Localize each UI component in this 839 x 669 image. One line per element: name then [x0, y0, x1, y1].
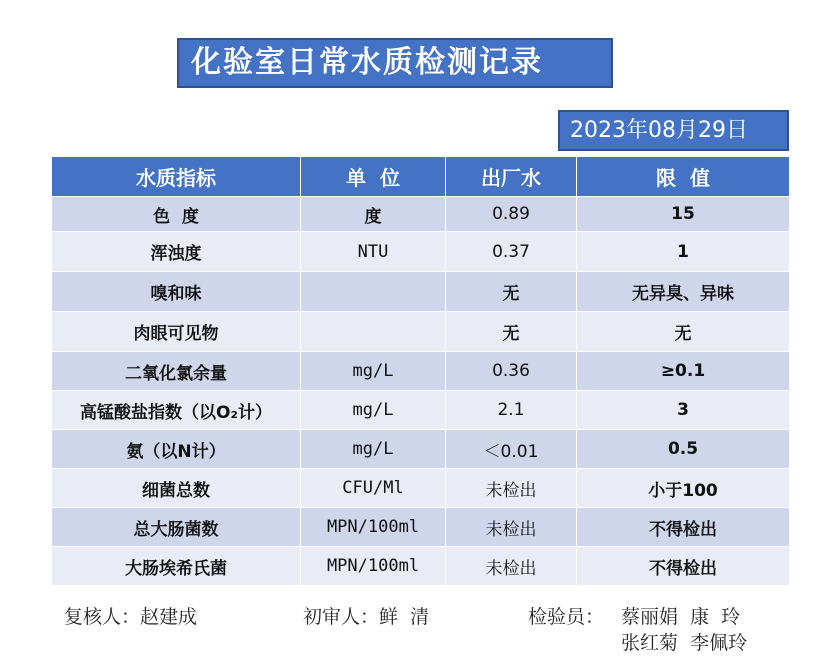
table-row [52, 430, 790, 469]
header-indicator: 水质指标 [52, 157, 301, 197]
unit-cell: MPN/100ml [301, 547, 446, 586]
indicator-cell: 嗅和味 [52, 272, 301, 312]
unit-cell: mg/L [301, 430, 446, 469]
indicator-cell: 浑浊度 [52, 232, 301, 272]
reviewer-signature: 复核人：赵建成 [64, 606, 198, 628]
unit-cell: mg/L [301, 352, 446, 391]
inspector-label: 检验员： [528, 606, 605, 628]
value-cell: 0.37 [446, 232, 577, 272]
indicator-cell: 总大肠菌数 [52, 508, 301, 547]
value-cell: 0.36 [446, 352, 577, 391]
value-cell: ＜0.01 [446, 430, 577, 469]
indicator-cell: 二氧化氯余量 [52, 352, 301, 391]
table-row [52, 547, 790, 586]
limit-cell: 无 [577, 312, 790, 352]
indicator-cell: 大肠埃希氏菌 [52, 547, 301, 586]
limit-cell: 小于100 [577, 469, 790, 508]
unit-cell: CFU/Ml [301, 469, 446, 508]
indicator-cell: 高锰酸盐指数（以O₂计） [52, 391, 301, 430]
limit-cell: 不得检出 [577, 547, 790, 586]
unit-cell: 度 [301, 197, 446, 232]
value-cell: 0.89 [446, 197, 577, 232]
first-review-signature: 初审人：鲜 清 [303, 606, 430, 628]
inspector-names-line2: 张红菊 李佩玲 [621, 632, 748, 654]
header-unit: 单 位 [301, 157, 446, 197]
indicator-cell: 细菌总数 [52, 469, 301, 508]
table-row [52, 352, 790, 391]
limit-cell: 不得检出 [577, 508, 790, 547]
table-row [52, 508, 790, 547]
indicator-cell: 氨（以N计） [52, 430, 301, 469]
header-limit: 限 值 [577, 157, 790, 197]
header-factory-water: 出厂水 [446, 157, 577, 197]
table-row [52, 469, 790, 508]
value-cell: 无 [446, 312, 577, 352]
unit-cell: mg/L [301, 391, 446, 430]
inspector-names [621, 604, 747, 656]
record-date: 2023年08月29日 [558, 110, 789, 151]
table-row [52, 232, 790, 272]
limit-cell: 无异臭、异味 [577, 272, 790, 312]
limit-cell: 15 [577, 197, 790, 232]
table-row [52, 272, 790, 312]
unit-cell [301, 272, 446, 312]
limit-cell: 0.5 [577, 430, 790, 469]
page-title: 化验室日常水质检测记录 [177, 38, 613, 88]
unit-cell: NTU [301, 232, 446, 272]
value-cell: 2.1 [446, 391, 577, 430]
table-row [52, 391, 790, 430]
table-row [52, 197, 790, 232]
water-quality-table [51, 156, 790, 586]
value-cell: 无 [446, 272, 577, 312]
indicator-cell: 色 度 [52, 197, 301, 232]
value-cell: 未检出 [446, 508, 577, 547]
indicator-cell: 肉眼可见物 [52, 312, 301, 352]
unit-cell [301, 312, 446, 352]
table-row [52, 312, 790, 352]
value-cell: 未检出 [446, 547, 577, 586]
value-cell: 未检出 [446, 469, 577, 508]
unit-cell: MPN/100ml [301, 508, 446, 547]
limit-cell: 1 [577, 232, 790, 272]
inspector-names-line1: 蔡丽娟 康 玲 [621, 606, 741, 628]
limit-cell: ≥0.1 [577, 352, 790, 391]
table-header-row [52, 157, 790, 197]
limit-cell: 3 [577, 391, 790, 430]
